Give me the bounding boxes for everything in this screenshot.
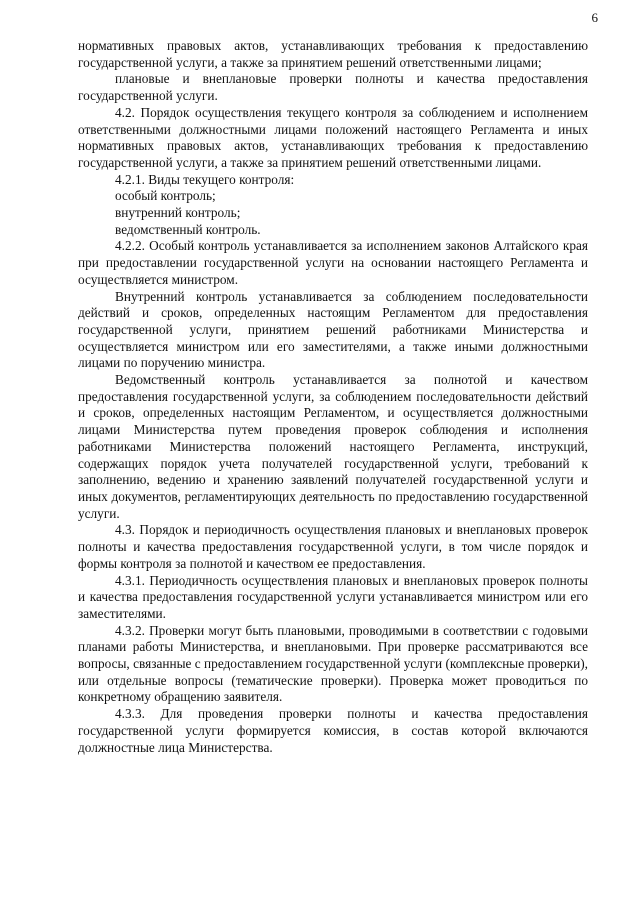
paragraph-4-2-2: 4.2.2. Особый контроль устанавливается за исполнением законов Алтайского края при предоставлении государственной услуги на основании настоящего Регламента и осуществляется министром. [78,238,588,287]
paragraph-continuation: нормативных правовых актов, устанавливающих требования к предоставлению государственной услуги, а также за принятием решений ответственными лицами; [78,38,588,70]
paragraph-internal-control: Внутренний контроль устанавливается за соблюдением последовательности действий и сроков, определенных настоящим Регламентом для предоставления государственной услуги, принятием решений работниками Министерства и осуществляется министром или его заместителями, а также иными должностными лицами по поручению министра. [78,288,588,371]
paragraph-4-2: 4.2. Порядок осуществления текущего контроля за соблюдением и исполнением ответственными должностными лицами положений настоящего Регламента и иных нормативных правовых актов, устанавливающих требования к предоставлению государственной услуги, а также за принятием решений ответственными лицами. [78,104,588,170]
body-text [78,38,588,756]
page-number: 6 [591,10,598,25]
list-item-departmental-control: ведомственный контроль. [115,221,261,237]
paragraph-4-3: 4.3. Порядок и периодичность осуществления плановых и внеплановых проверок полноты и качества предоставления государственной услуги, в том числе порядок и формы контроля за полнотой и качеством ее предоставления. [78,522,588,571]
paragraph-departmental-control: Ведомственный контроль устанавливается за полнотой и качеством предоставления государственной услуги, за соблюдением последовательности действий и сроков, определенных настоящим Регламентом, и осуществляется должностными лицами Министерства путем проведения проверок соблюдения и исполнения работниками Министерства положений настоящего Регламента, инструкций, содержащих порядок учета получателей государственной услуги, требований к заполнению, ведению и хранению заявлений получателей государственной услуги и иных документов, регламентирующих деятельность по предоставлению государственной услуги. [78,372,588,521]
list-item-special-control: особый контроль; [115,188,216,204]
paragraph-4-3-2: 4.3.2. Проверки могут быть плановыми, проводимыми в соответствии с годовыми планами работы Министерства, и внеплановыми. При проверке рассматриваются все вопросы, связанные с предоставлением государственной услуги (комплексные проверки), или отдельные вопросы (тематические проверки). Проверка может проводиться по конкретному обращению заявителя. [78,622,588,705]
list-item-internal-control: внутренний контроль; [115,205,241,221]
paragraph-4-3-1: 4.3.1. Периодичность осуществления плановых и внеплановых проверок полноты и качества предоставления государственной услуги устанавливается министром или его заместителями. [78,572,588,621]
paragraph-4-3-3: 4.3.3. Для проведения проверки полноты и качества предоставления государственной услуги формируется комиссия, в состав которой включаются должностные лица Министерства. [78,706,588,755]
paragraph-4-2-1: 4.2.1. Виды текущего контроля: [115,171,295,187]
paragraph-planned-checks: плановые и внеплановые проверки полноты и качества предоставления государственной услуги. [78,71,588,104]
